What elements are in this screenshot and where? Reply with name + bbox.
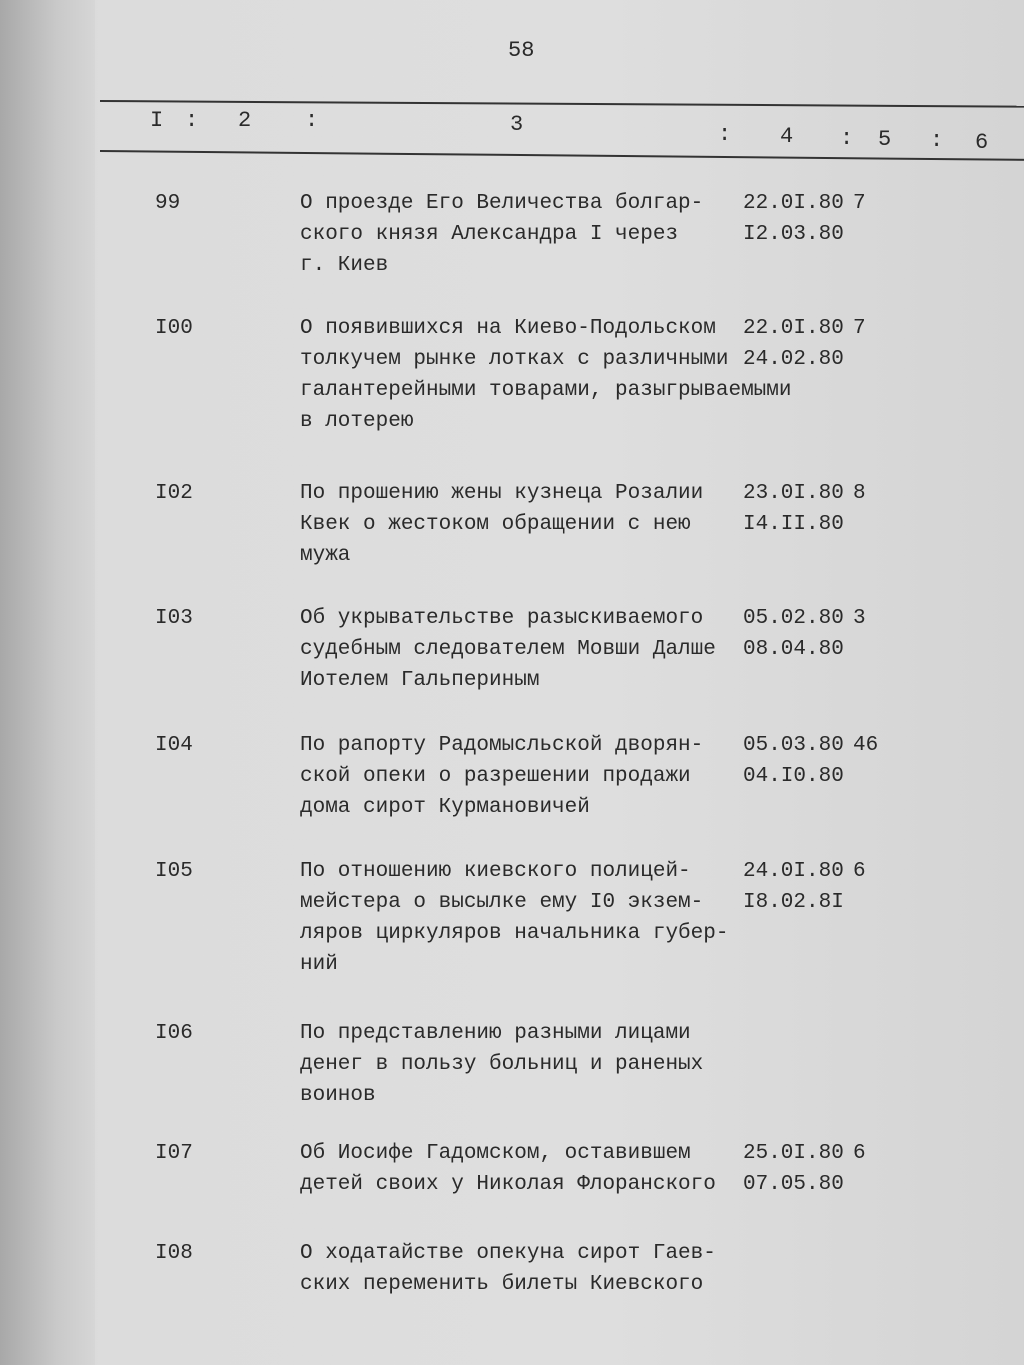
sheet-count: 6 xyxy=(853,860,866,883)
item-dates xyxy=(743,313,844,375)
description-line: ских переменить билеты Киевского xyxy=(300,1273,704,1296)
description-line: По отношению киевского полицей- xyxy=(300,860,691,883)
sheet-count: 46 xyxy=(853,734,879,757)
header-sep: : xyxy=(840,126,854,151)
description-line: По рапорту Радомысльской дворян- xyxy=(300,734,704,757)
sheet-count: 3 xyxy=(853,607,866,630)
item-description xyxy=(300,313,791,437)
date: I8.02.8I xyxy=(743,891,844,914)
description-line: судебным следователем Мовши Далше xyxy=(300,638,716,661)
header-col-3: 3 xyxy=(510,112,524,137)
item-number: I02 xyxy=(155,482,193,505)
date: 05.02.80 xyxy=(743,607,844,630)
date: 05.03.80 xyxy=(743,734,844,757)
item-dates xyxy=(743,478,844,540)
header-sep: : xyxy=(185,108,199,133)
description-line: О ходатайстве опекуна сирот Гаев- xyxy=(300,1242,716,1265)
date: 24.02.80 xyxy=(743,348,844,371)
item-description xyxy=(300,603,716,696)
date: 04.I0.80 xyxy=(743,765,844,788)
item-description xyxy=(300,856,728,980)
header-col-4: 4 xyxy=(780,124,794,149)
date: 25.0I.80 xyxy=(743,1142,844,1165)
item-description xyxy=(300,478,703,571)
item-dates xyxy=(743,188,844,250)
item-dates xyxy=(743,1138,844,1200)
date: 22.0I.80 xyxy=(743,192,844,215)
date: I2.03.80 xyxy=(743,223,844,246)
item-number: I07 xyxy=(155,1142,193,1165)
item-dates xyxy=(743,856,844,918)
book-spine-shadow xyxy=(0,0,95,1365)
description-line: ляров циркуляров начальника губер- xyxy=(300,922,729,945)
item-number: I05 xyxy=(155,860,193,883)
item-number: I08 xyxy=(155,1242,193,1265)
date: 08.04.80 xyxy=(743,638,844,661)
sheet-count: 7 xyxy=(853,317,866,340)
item-description xyxy=(300,188,703,281)
header-col-5: 5 xyxy=(878,127,892,152)
item-number: I06 xyxy=(155,1022,193,1045)
description-line: галантерейными товарами, разыгрываемыми xyxy=(300,379,792,402)
item-description xyxy=(300,730,703,823)
description-line: Иотелем Гальпериным xyxy=(300,669,540,692)
item-number: I03 xyxy=(155,607,193,630)
description-line: дома сирот Курмановичей xyxy=(300,796,590,819)
header-sep: : xyxy=(718,122,732,147)
description-line: толкучем рынке лотках с различными xyxy=(300,348,729,371)
item-dates xyxy=(743,603,844,665)
header-top-rule xyxy=(100,100,1024,108)
description-line: денег в пользу больниц и раненых xyxy=(300,1053,704,1076)
description-line: г. Киев xyxy=(300,254,389,277)
item-number: I04 xyxy=(155,734,193,757)
date: 23.0I.80 xyxy=(743,482,844,505)
item-dates xyxy=(743,730,844,792)
date: 07.05.80 xyxy=(743,1173,844,1196)
item-number: 99 xyxy=(155,192,181,215)
description-line: Об укрывательстве разыскиваемого xyxy=(300,607,704,630)
item-description xyxy=(300,1238,716,1300)
page-number: 58 xyxy=(508,38,535,63)
date: I4.II.80 xyxy=(743,513,844,536)
description-line: Об Иосифе Гадомском, оставившем xyxy=(300,1142,691,1165)
header-sep: : xyxy=(930,128,944,153)
header-col-2: 2 xyxy=(238,108,252,133)
description-line: в лотерею xyxy=(300,410,414,433)
description-line: ской опеки о разрешении продажи xyxy=(300,765,691,788)
description-line: воинов xyxy=(300,1084,376,1107)
description-line: По прошению жены кузнеца Розалии xyxy=(300,482,704,505)
date: 22.0I.80 xyxy=(743,317,844,340)
description-line: Квек о жестоком обращении с нею xyxy=(300,513,691,536)
header-col-6: 6 xyxy=(975,130,989,155)
description-line: ний xyxy=(300,953,338,976)
sheet-count: 8 xyxy=(853,482,866,505)
description-line: О проезде Его Величества болгар- xyxy=(300,192,704,215)
description-line: По представлению разными лицами xyxy=(300,1022,691,1045)
description-line: мейстера о высылке ему I0 экзем- xyxy=(300,891,704,914)
description-line: О появившихся на Киево-Подольском xyxy=(300,317,716,340)
description-line: детей своих у Николая Флоранского xyxy=(300,1173,716,1196)
description-line: мужа xyxy=(300,544,351,567)
item-description xyxy=(300,1018,703,1111)
sheet-count: 6 xyxy=(853,1142,866,1165)
sheet-count: 7 xyxy=(853,192,866,215)
date: 24.0I.80 xyxy=(743,860,844,883)
item-number: I00 xyxy=(155,317,193,340)
header-col-1: I xyxy=(150,108,164,133)
item-description xyxy=(300,1138,716,1200)
description-line: ского князя Александра I через xyxy=(300,223,679,246)
header-sep: : xyxy=(305,108,319,133)
